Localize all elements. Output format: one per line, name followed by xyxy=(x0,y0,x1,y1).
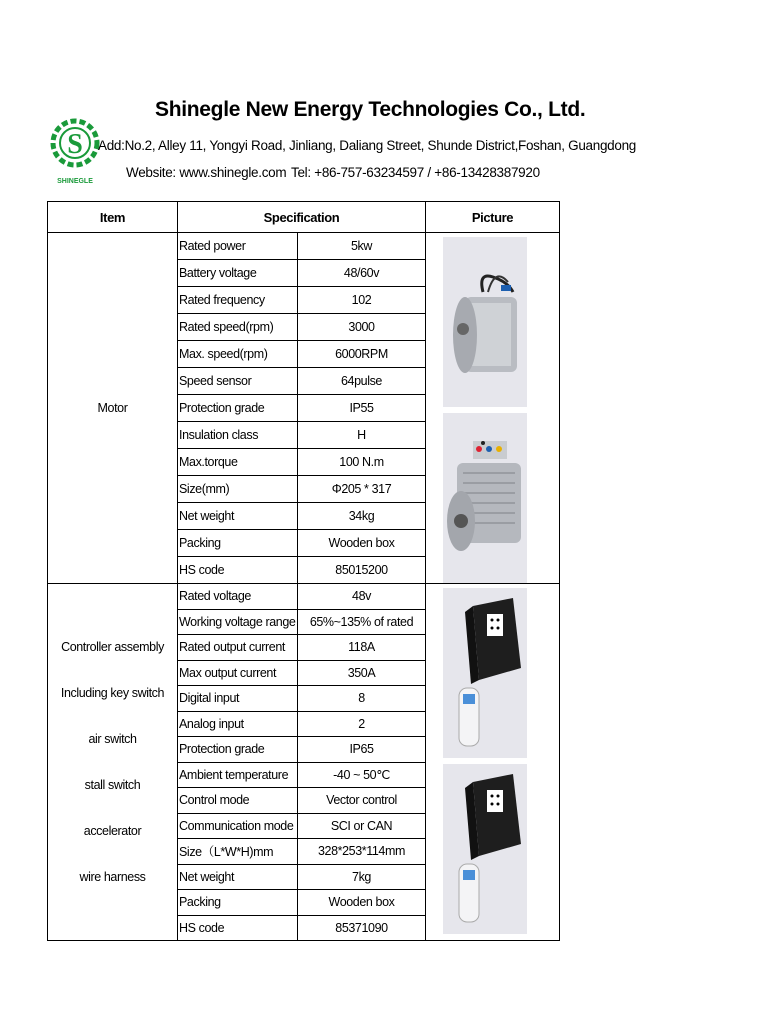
spec-key: Insulation class xyxy=(178,422,298,449)
spec-key: Packing xyxy=(178,890,298,916)
motor-picture-cell xyxy=(426,233,560,584)
spec-key: Working voltage range xyxy=(178,609,298,635)
spec-value: 85015200 xyxy=(298,557,426,584)
controller-label: Including key switch xyxy=(60,685,165,700)
spec-value: 102 xyxy=(298,287,426,314)
spec-value: Wooden box xyxy=(298,530,426,557)
spec-value: 6000RPM xyxy=(298,341,426,368)
motor-photo-1 xyxy=(443,237,527,407)
spec-value: 3000 xyxy=(298,314,426,341)
spec-key: Speed sensor xyxy=(178,368,298,395)
spec-key: Rated speed(rpm) xyxy=(178,314,298,341)
spec-value: 65%~135% of rated xyxy=(298,609,426,635)
spec-value: 100 N.m xyxy=(298,449,426,476)
spec-key: HS code xyxy=(178,915,298,941)
company-website: Website: www.shinegle.com xyxy=(126,165,287,180)
spec-key: Ambient temperature xyxy=(178,762,298,788)
spec-value: 85371090 xyxy=(298,915,426,941)
spec-value: 64pulse xyxy=(298,368,426,395)
logo-letter: S xyxy=(67,129,83,160)
spec-key: Digital input xyxy=(178,686,298,712)
spec-value: 8 xyxy=(298,686,426,712)
spec-key: Max. speed(rpm) xyxy=(178,341,298,368)
spec-key: Size(mm) xyxy=(178,476,298,503)
company-logo xyxy=(50,95,100,195)
spec-key: Analog input xyxy=(178,711,298,737)
motor-photo-2 xyxy=(443,413,527,583)
spec-key: Communication mode xyxy=(178,813,298,839)
controller-label: accelerator xyxy=(83,824,142,839)
spec-value: -40 ~ 50℃ xyxy=(298,762,426,788)
spec-key: Rated power xyxy=(178,233,298,260)
spec-value: H xyxy=(298,422,426,449)
spec-value: 118A xyxy=(298,635,426,661)
spec-key: Max.torque xyxy=(178,449,298,476)
spec-value: 350A xyxy=(298,660,426,686)
table-row xyxy=(48,584,560,610)
spec-key: HS code xyxy=(178,557,298,584)
controller-photo-2 xyxy=(443,764,527,934)
spec-key: Rated output current xyxy=(178,635,298,661)
spec-key: Control mode xyxy=(178,788,298,814)
controller-label: air switch xyxy=(88,731,137,746)
spec-value: 7kg xyxy=(298,864,426,890)
spec-value: IP65 xyxy=(298,737,426,763)
controller-label: stall switch xyxy=(84,778,141,793)
header-specification: Specification xyxy=(178,202,426,233)
spec-value: Wooden box xyxy=(298,890,426,916)
spec-value: SCI or CAN xyxy=(298,813,426,839)
spec-value: 328*253*114mm xyxy=(298,839,426,865)
table-row xyxy=(48,233,560,260)
logo-text: SHINEGLE xyxy=(57,178,93,185)
spec-value: 5kw xyxy=(298,233,426,260)
spec-key: Net weight xyxy=(178,503,298,530)
spec-key: Packing xyxy=(178,530,298,557)
controller-label-cell xyxy=(48,584,178,941)
spec-key: Battery voltage xyxy=(178,260,298,287)
motor-label: Motor xyxy=(48,233,178,584)
controller-labels xyxy=(49,620,176,905)
spec-value: IP55 xyxy=(298,395,426,422)
header-item: Item xyxy=(48,202,178,233)
spec-value: Φ205 * 317 xyxy=(298,476,426,503)
company-phone: Tel: +86-757-63234597 / +86-13428387920 xyxy=(291,165,540,180)
spec-key: Rated frequency xyxy=(178,287,298,314)
controller-photo-1 xyxy=(443,588,527,758)
spec-value: Vector control xyxy=(298,788,426,814)
controller-label: wire harness xyxy=(79,870,146,885)
controller-picture-cell xyxy=(426,584,560,941)
spec-table xyxy=(47,201,560,941)
spec-key: Rated voltage xyxy=(178,584,298,610)
company-name: Shinegle New Energy Technologies Co., Ltd. xyxy=(155,98,586,121)
spec-key: Protection grade xyxy=(178,737,298,763)
spec-key: Net weight xyxy=(178,864,298,890)
spec-value: 34kg xyxy=(298,503,426,530)
spec-value: 2 xyxy=(298,711,426,737)
header-picture: Picture xyxy=(426,202,560,233)
controller-label: Controller assembly xyxy=(61,639,164,654)
table-header-row xyxy=(48,202,560,233)
spec-key: Max output current xyxy=(178,660,298,686)
spec-key: Protection grade xyxy=(178,395,298,422)
spec-value: 48v xyxy=(298,584,426,610)
spec-key: Size（L*W*H)mm xyxy=(178,839,298,865)
spec-value: 48/60v xyxy=(298,260,426,287)
company-address: Add:No.2, Alley 11, Yongyi Road, Jinliang, Daliang Street, Shunde District,Foshan, Guangdong xyxy=(98,138,637,153)
